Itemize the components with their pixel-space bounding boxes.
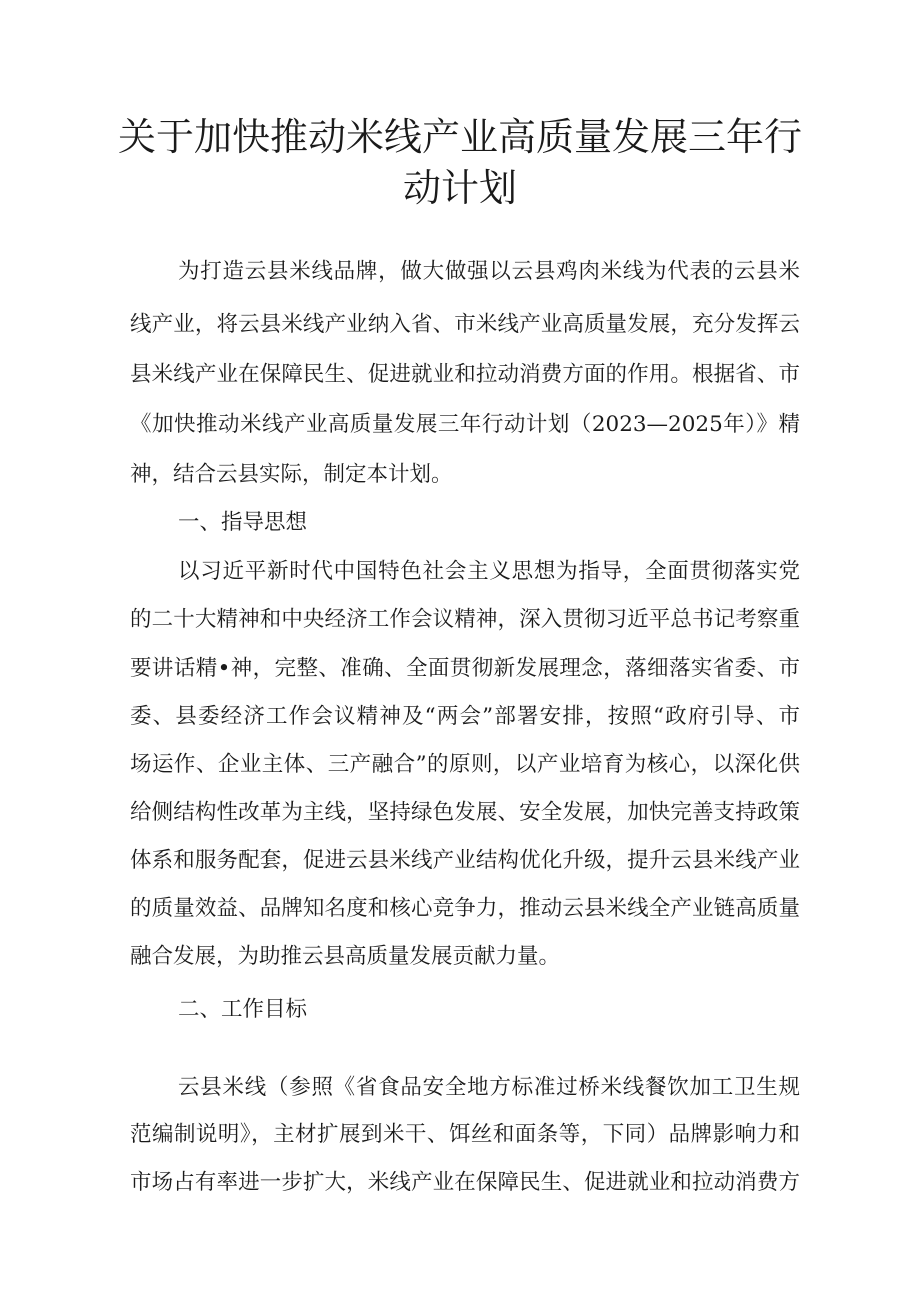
section-2-heading: 二、工作目标 [178,997,308,1022]
intro-line-4: 《加快推动米线产业高质量发展三年行动计划（2023—2025年）》精 [130,412,800,437]
section-1-heading: 一、指导思想 [178,510,308,535]
section-2-line-2: 范编制说明》，主材扩展到米干、饵丝和面条等，下同）品牌影响力和 [130,1122,800,1147]
section-1-line-6: 给侧结构性改革为主线，坚持绿色发展、安全发展，加快完善支持政策 [130,800,800,825]
document-title-line-2: 动计划 [402,166,517,210]
section-2-line-3: 市场占有率进一步扩大，米线产业在保障民生、促进就业和拉动消费方 [130,1170,800,1195]
section-1-line-8: 的质量效益、品牌知名度和核心竞争力，推动云县米线全产业链高质量 [130,896,800,921]
section-1-line-3: 要讲话精•神，完整、准确、全面贯彻新发展理念，落细落实省委、市 [130,656,800,681]
document-title-line-1: 关于加快推动米线产业高质量发展三年行 [117,115,802,159]
intro-line-1: 为打造云县米线品牌，做大做强以云县鸡肉米线为代表的云县米 [178,259,800,284]
intro-line-5: 神，结合云县实际，制定本计划。 [130,462,453,487]
section-1-line-2: 的二十大精神和中央经济工作会议精神，深入贯彻习近平总书记考察重 [130,607,800,632]
section-1-line-5: 场运作、企业主体、三产融合”的原则，以产业培育为核心，以深化供 [130,752,800,777]
section-1-line-4: 委、县委经济工作会议精神及“两会”部署安排，按照“政府引导、市 [130,704,800,729]
section-1-line-1: 以习近平新时代中国特色社会主义思想为指导，全面贯彻落实党 [178,559,800,584]
section-2-line-1: 云县米线（参照《省食品安全地方标准过桥米线餐饮加工卫生规 [178,1075,800,1100]
section-1-line-9: 融合发展，为助推云县高质量发展贡献力量。 [130,944,561,969]
intro-line-2: 线产业，将云县米线产业纳入省、市米线产业高质量发展，充分发挥云 [130,312,800,337]
intro-line-3: 县米线产业在保障民生、促进就业和拉动消费方面的作用。根据省、市 [130,362,800,387]
section-1-line-7: 体系和服务配套，促进云县米线产业结构优化升级，提升云县米线产业 [130,848,800,873]
